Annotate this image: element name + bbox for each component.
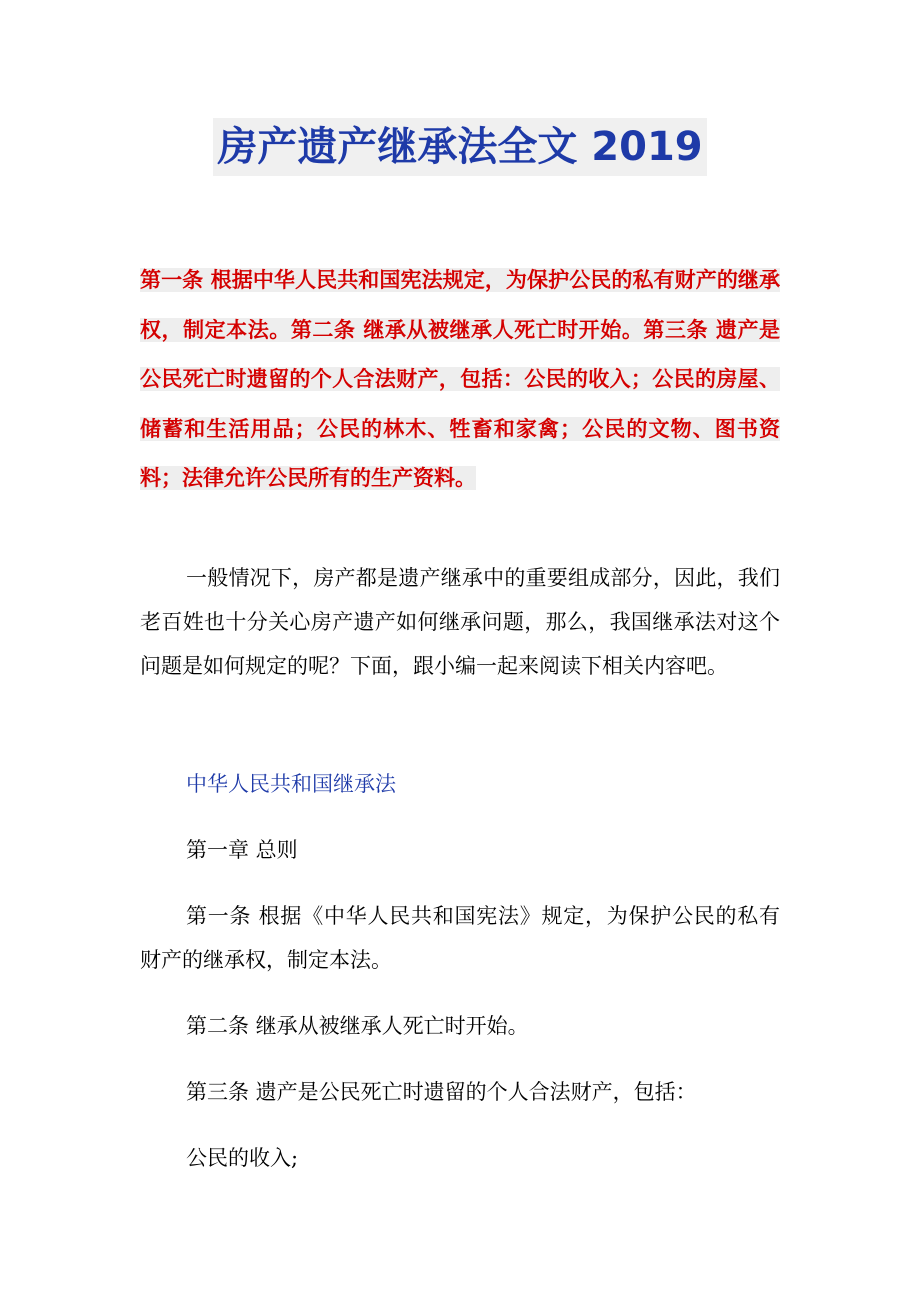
title-container [0,118,920,176]
summary-paragraph [140,256,780,504]
page-title: 房产遗产继承法全文 2019 [213,118,706,176]
article-2: 第二条 继承从被继承人死亡时开始。 [186,1014,529,1038]
article-3: 第三条 遗产是公民死亡时遗留的个人合法财产，包括： [186,1080,697,1104]
summary-text: 第一条 根据中华人民共和国宪法规定，为保护公民的私有财产的继承权，制定本法。第二条 继承从被继承人死亡时开始。第三条 遗产是公民死亡时遗留的个人合法财产，包括：公民的收入；公民的房屋、储蓄和生活用品；公民的林木、牲畜和家禽；公民的文物、图书资料；法律允许公民所有的生产资料。 [140,268,780,490]
article-3-item-1: 公民的收入; [186,1146,299,1170]
chapter-heading: 第一章 总则 [186,838,298,862]
law-title: 中华人民共和国继承法 [186,772,396,796]
article-1: 第一条 根据《中华人民共和国宪法》规定，为保护公民的私有财产的继承权，制定本法。 [140,904,780,972]
intro-paragraph: 一般情况下，房产都是遗产继承中的重要组成部分，因此，我们老百姓也十分关心房产遗产如何继承问题，那么，我国继承法对这个问题是如何规定的呢？下面，跟小编一起来阅读下相关内容吧。 [140,566,780,678]
